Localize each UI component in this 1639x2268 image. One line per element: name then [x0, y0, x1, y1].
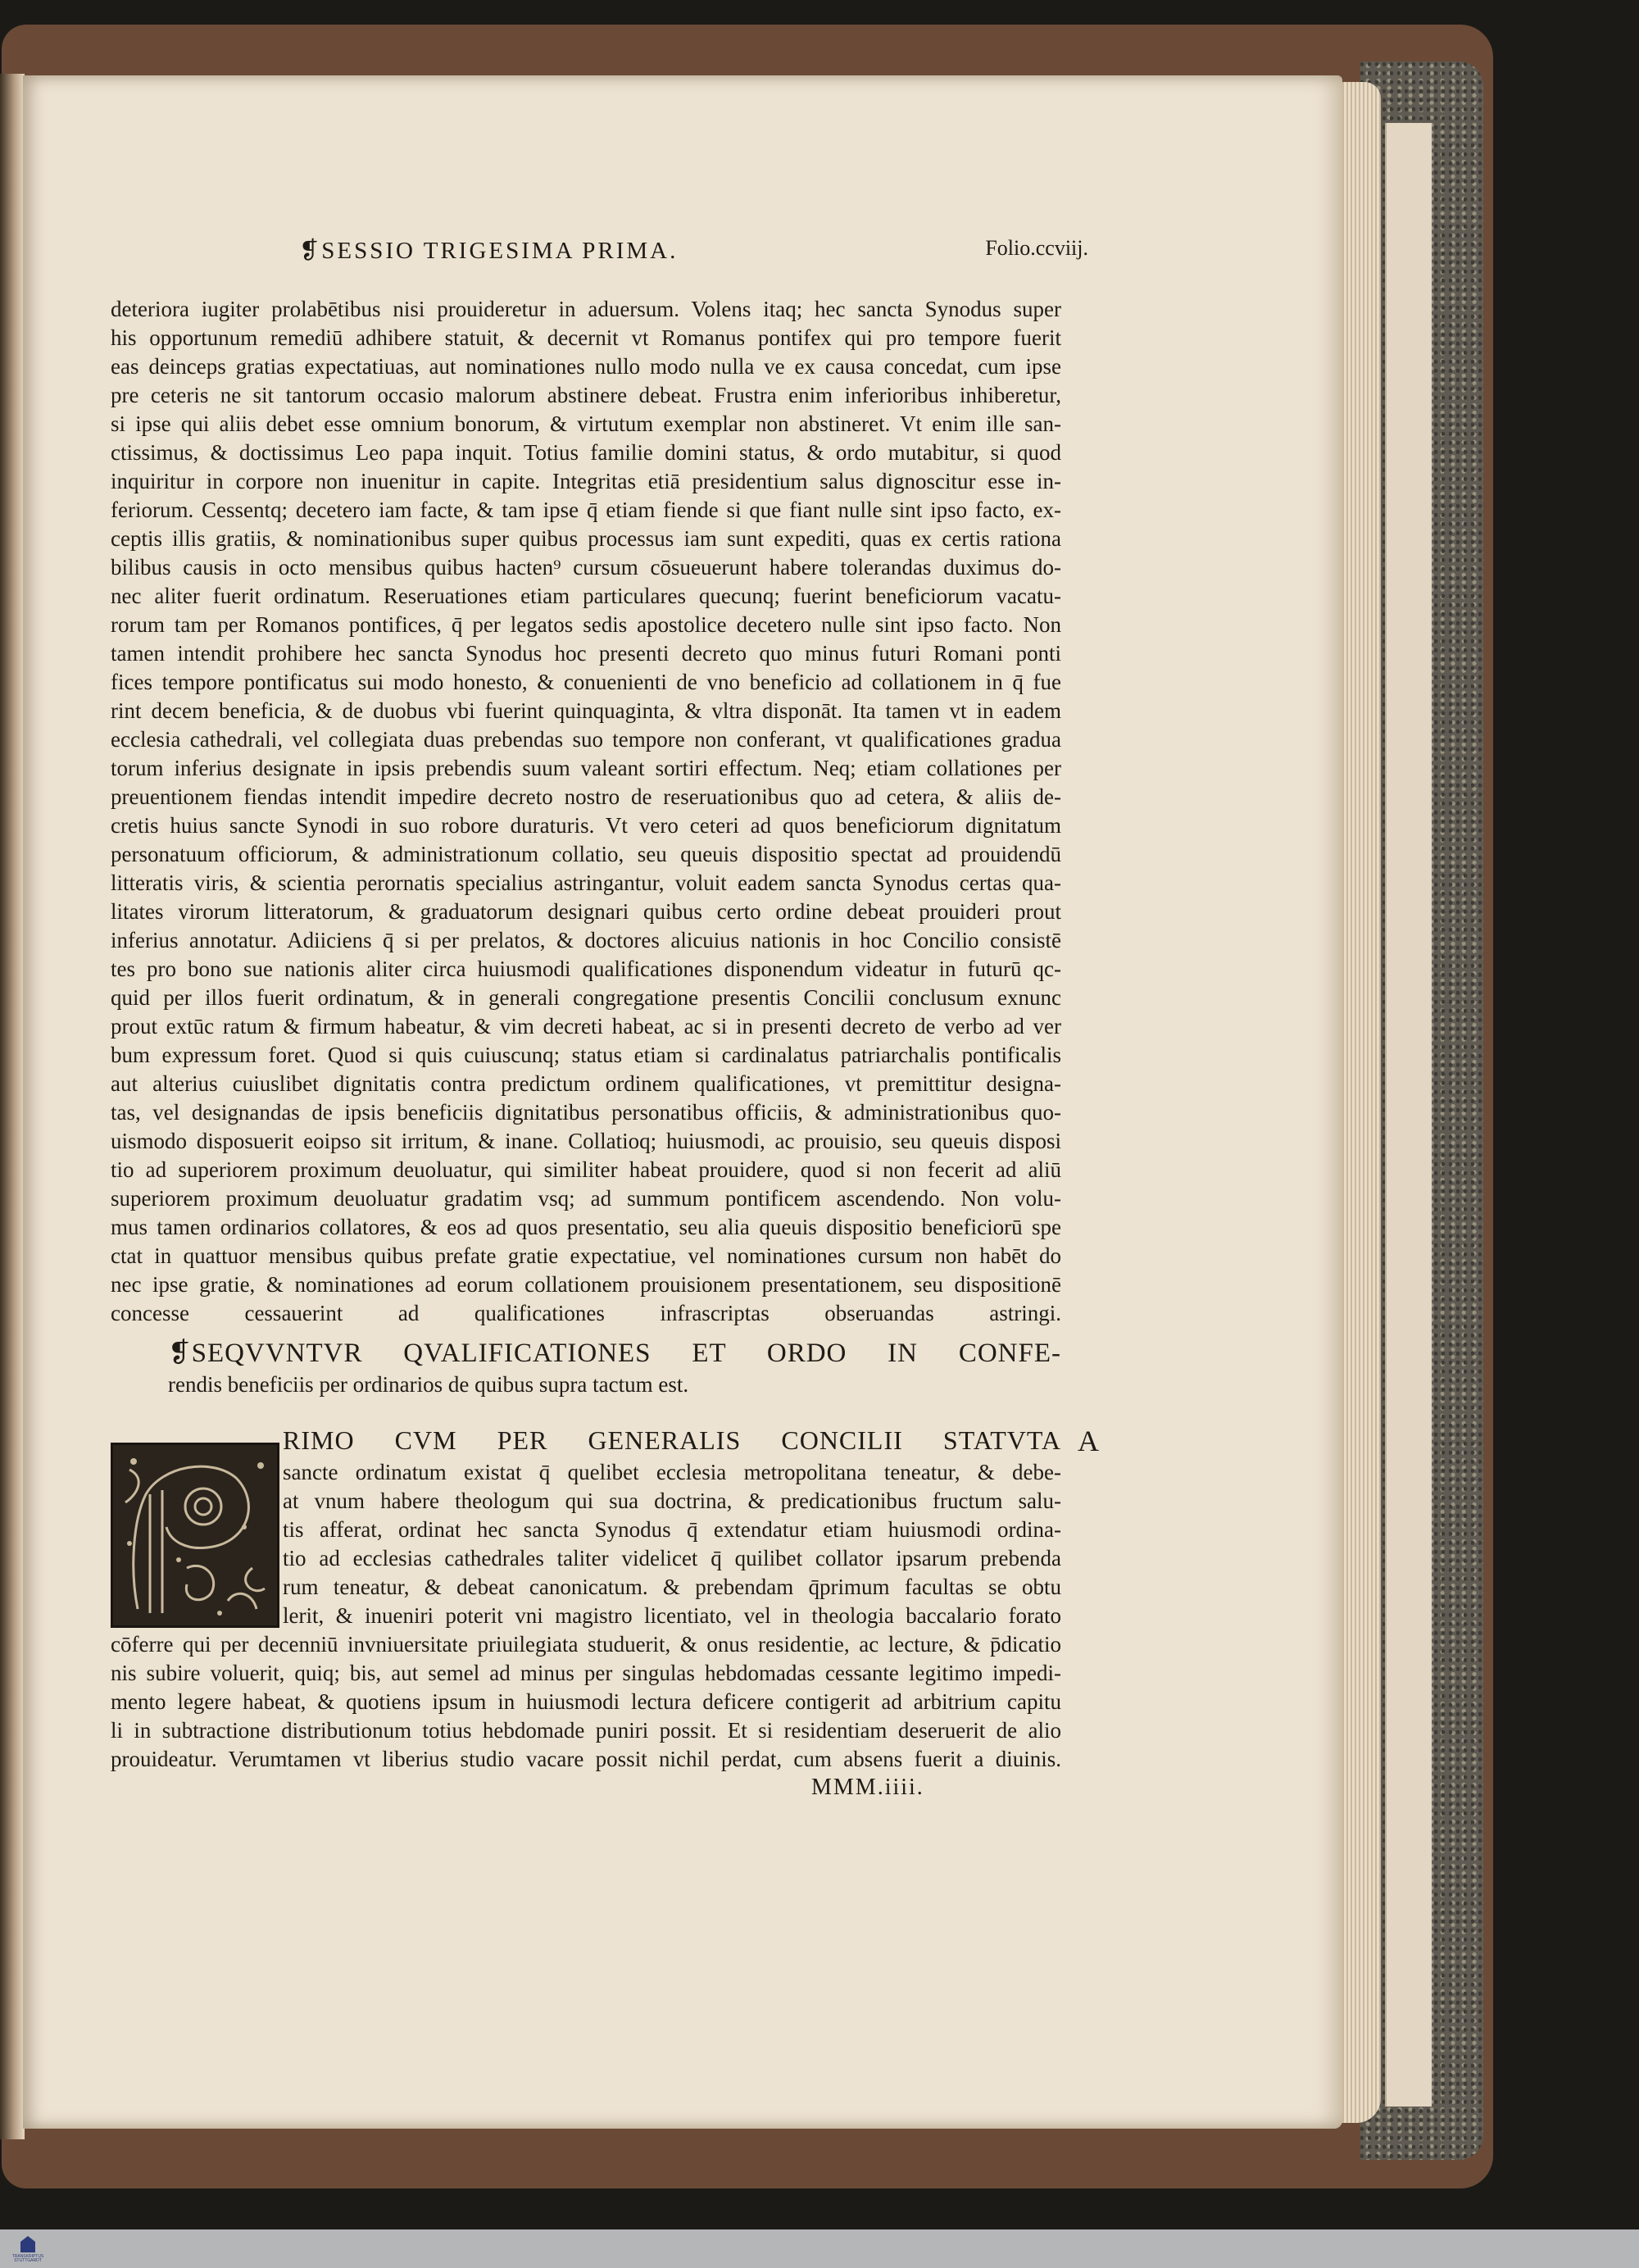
text-line: quid per illos fuerit ordinatum, & in generali congregatione presentis Concilii conclusum exnunc [111, 985, 1061, 1010]
text-line: cretis huius sancte Synodi in suo robore duraturis. Vt vero ceteri ad quos beneficiorum dignitatum [111, 813, 1061, 838]
text-line: deteriora iugiter prolabētibus nisi prouideretur in aduersum. Volens itaq; hec sancta Synodus super [111, 297, 1061, 321]
chapter-line: tis afferat, ordinat hec sancta Synodus q̄ extendatur etiam huiusmodi ordina- [283, 1517, 1061, 1542]
text-line: fices tempore pontificatus sui modo honesto, & conuenienti de vno beneficio ad collationem in q̄ fue [111, 670, 1061, 694]
status-bar [0, 2229, 1639, 2268]
chapter-line: nis subire voluerit, quiq; bis, aut semel ad minus per singulas hebdomadas cessante legitimo impedi- [111, 1661, 1061, 1685]
chapter-line: rum teneatur, & debeat canonicatum. & prebendam q̄primum facultas se obtu [283, 1575, 1061, 1599]
text-line: torum inferius designate in ipsis prebendis suum valeant sortiri effectum. Neq; etiam collationes per [111, 756, 1061, 780]
chapter-opening: RIMO CVM PER GENERALIS CONCILII STATVTA [283, 1425, 1061, 1455]
running-title: ❡SESSIO TRIGESIMA PRIMA. [299, 238, 679, 264]
fore-edge-slip [1385, 123, 1432, 2107]
text-line: mus tamen ordinarios collatores, & eos ad quos presentatio, seu alia queuis dispositio beneficiorū spe [111, 1215, 1061, 1239]
text-line: nec ipse gratie, & nominationes ad eorum collationem prouisionem presentationem, seu dispositionē [111, 1272, 1061, 1297]
text-line: concesse cessauerint ad qualificationes infrascriptas obseruandas astringi. [111, 1301, 1061, 1325]
text-line: tas, vel designandas de ipsis beneficiis dignitatibus personatibus officiis, & administrationibus quo- [111, 1100, 1061, 1125]
chapter-line: li in subtractione distributionum totius hebdomade puniri possit. Et si residentiam deseruerit de alio [111, 1718, 1061, 1743]
text-line: si ipse qui aliis debet esse omnium bonorum, & virtutum exemplar non abstineret. Vt enim ille san- [111, 411, 1061, 436]
text-line: personatuum officiorum, & administrationum collatio, seu queuis dispositio spectat ad prouidendū [111, 842, 1061, 866]
text-line: prout extūc ratum & firmum habeatur, & vim decreti habeat, ac si in presenti decreto de verbo ad ver [111, 1014, 1061, 1039]
text-line: ceptis illis gratiis, & nominationibus super quibus processus iam sunt expediti, quas ex certis rationa [111, 526, 1061, 551]
chapter-line: sancte ordinatum existat q̄ quelibet ecclesia metropolitana teneatur, & debe- [283, 1460, 1061, 1484]
folio-number: Folio.ccviij. [985, 236, 1088, 260]
text-line: aut alterius cuiuslibet dignitatis contra predictum ordinem qualificationes, vt premittitur designa- [111, 1071, 1061, 1096]
text-line: tes pro bono sue nationis aliter circa huiusmodi qualificationes disponendum videatur in futurū qc- [111, 957, 1061, 981]
chapter-line: lerit, & inueniri poterit vni magistro licentiato, vel in theologia baccalario forato [283, 1603, 1061, 1628]
library-seal-icon [11, 2234, 44, 2264]
chapter-line: mento legere habeat, & quotiens ipsum in huiusmodi lectura deficere contigerit ad arbitrium capitu [111, 1689, 1061, 1714]
text-line: superiorem proximum deuoluatur gradatim vsq; ad summum pontificem ascendendo. Non volu- [111, 1186, 1061, 1211]
gutter [0, 74, 25, 2139]
text-line: inferius annotatur. Adiiciens q̄ si per prelatos, & doctores alicuius nationis in hoc Concilio consistē [111, 928, 1061, 952]
text-line: nec aliter fuerit ordinatum. Reseruationes etiam particulares quecunq; fuerint beneficiorum vacatu- [111, 584, 1061, 608]
text-line: inquiritur in corpore non inuenitur in capite. Integritas etiā presidentium salus dignoscitur esse in- [111, 469, 1061, 493]
decorated-initial-svg [113, 1445, 277, 1625]
chapter-line: tio ad ecclesias cathedrales taliter videlicet q̄ quilibet collator ipsarum prebenda [283, 1546, 1061, 1570]
text-line: rorum tam per Romanos pontifices, q̄ per legatos sedis apostolice decetero nulle sint ipso facto. Non [111, 612, 1061, 637]
text-line: tio ad superiorem proximum deuoluatur, qui similiter habeat prouidere, quod si non fecerit ad aliū [111, 1157, 1061, 1182]
library-logo-text: TRANSKRIPTUS STUTTGARDT [11, 2254, 44, 2263]
text-line: eas deinceps gratias expectatiuas, aut nominationes nullo modo nulla ve ex causa concedat, cum ipse [111, 354, 1061, 379]
chapter-line: prouideatur. Verumtamen vt liberius studio vacare possit nichil perdat, cum absens fuerit a diuinis. [111, 1747, 1061, 1771]
text-line: bilibus causis in octo mensibus quibus hacten⁹ cursum cōsueuerunt habere tolerandas duximus do- [111, 555, 1061, 579]
text-line: uismodo disposuerit eoipso sit irritum, & inane. Collatioq; huiusmodi, ac prouisio, seu queuis disposi [111, 1129, 1061, 1153]
text-line: ecclesia cathedrali, vel collegiata duas prebendas suo tempore non conferant, vt qualificationes gradua [111, 727, 1061, 752]
decorated-initial-p-icon [111, 1443, 279, 1628]
section-heading-continued: rendis beneficiis per ordinarios de quibus supra tactum est. [168, 1372, 689, 1397]
text-line: ctissimus, & doctissimus Leo papa inquit. Totius familie domini status, & ordo mutabitur, si quod [111, 440, 1061, 465]
text-line: ctat in quattuor mensibus quibus prefate gratie expectatiue, vel nominationes cursum non habēt do [111, 1243, 1061, 1268]
text-line: pre ceteris ne sit tantorum occasio malorum abstinere debeat. Frustra enim inferioribus inhiberetur, [111, 383, 1061, 407]
section-marker: A [1078, 1425, 1099, 1457]
section-heading: ❡SEQVVNTVR QVALIFICATIONES ET ORDO IN CONFE- [168, 1339, 1061, 1368]
text-line: feriorum. Cessentq; decetero iam facte, & tam ipse q̄ etiam fiende si que fiant nulle sint ipso facto, ex- [111, 498, 1061, 522]
signature-mark: MMM.iiii. [811, 1775, 924, 1800]
text-line: litates virorum litteratorum, & graduatorum designari quibus certo ordine debeat prouideri prout [111, 899, 1061, 924]
text-line: bum expressum foret. Quod si quis cuiuscunq; status etiam si cardinalatus patriarchalis pontificalis [111, 1043, 1061, 1067]
text-line: tamen intendit prohibere hec sancta Synodus hoc presenti decreto quo minus futuri Romani ponti [111, 641, 1061, 666]
text-line: litteratis viris, & scientia perornatis specialius astringantur, voluit eadem sancta Synodus certas qua- [111, 870, 1061, 895]
book-page [23, 75, 1342, 2129]
text-line: his opportunum remediū adhibere statuit, & decernit vt Romanus pontifex qui pro tempore fuerit [111, 325, 1061, 350]
text-line: rint decem beneficia, & de duobus vbi fuerint quinquaginta, & vltra disponāt. Ita tamen vt in eadem [111, 698, 1061, 723]
text-line: preuentionem fiendas intendit impedire decreto nostro de reseruationibus quo ad cetera, & aliis de- [111, 784, 1061, 809]
chapter-line: at vnum habere theologum qui sua doctrina, & predicationibus fructum salu- [283, 1489, 1061, 1513]
chapter-line: cōferre qui per decenniū invniuersitate priuilegiata studuerit, & onus residentie, ac lecture, & p̄dicatio [111, 1632, 1061, 1657]
